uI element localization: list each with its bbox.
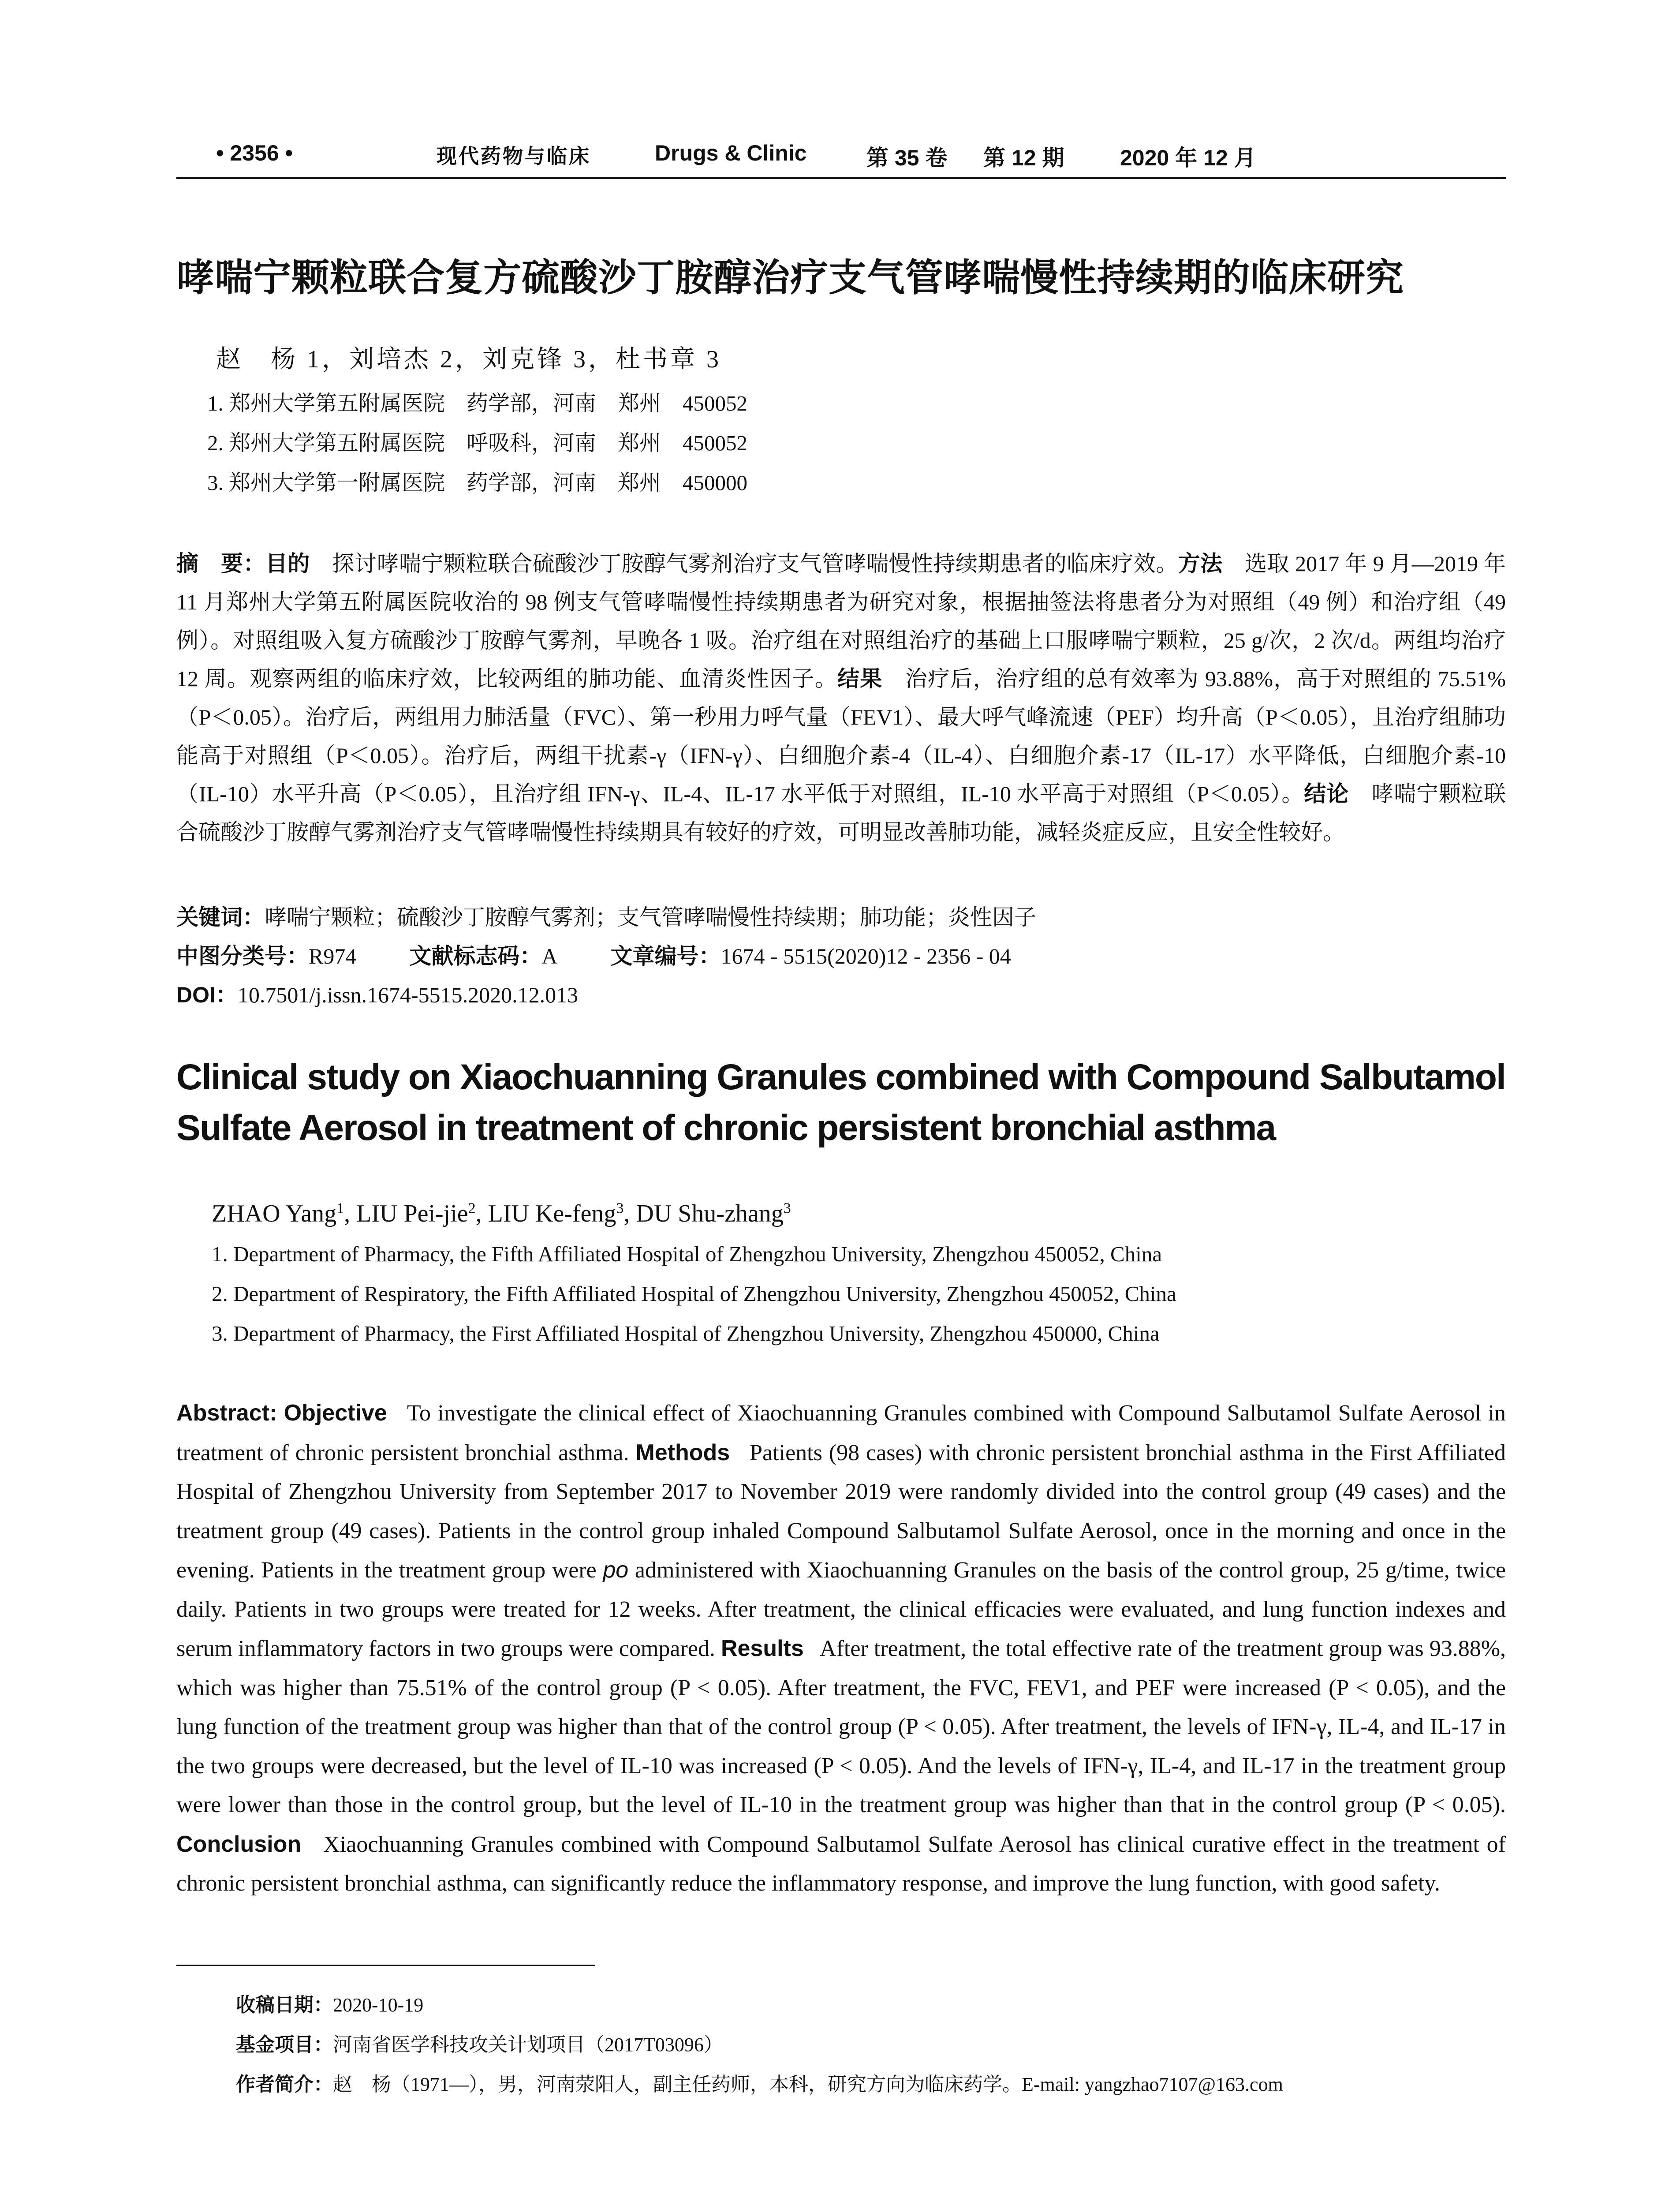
clc-value: R974	[309, 944, 357, 968]
volume: 第 35 卷	[866, 146, 948, 170]
methods-cn-label: 方法	[1178, 551, 1223, 576]
methods-en-label: Methods	[635, 1439, 730, 1465]
author-en-3: LIU Ke-feng	[488, 1200, 616, 1227]
methods-en-part-1: Patients (98 cases) with chronic persistent bronchial asthma in the First Affiliated Hospital of Zhengzhou University from September 2017 to November 2019 were randomly divided into the control group (49 cases) and the treatment group (49 cases). Patients in the control group inhaled Compound Salbutamol Sulfate Aerosol, once in the morning and once in the evening. Patients in the treatment group were	[176, 1440, 1506, 1583]
conclusion-cn: 哮喘宁颗粒联合硫酸沙丁胺醇气雾剂治疗支气管哮喘慢性持续期具有较好的疗效，可明显改善肺功能，减轻炎症反应，且安全性较好。	[176, 781, 1506, 845]
journal-name-en: Drugs & Clinic	[655, 141, 807, 165]
results-cn: 治疗后，治疗组的总有效率为 93.88%，高于对照组的 75.51%（P＜0.05）。治疗后，两组用力肺活量（FVC）、第一秒用力呼气量（FEV1）、最大呼气峰流速（PEF）均升高（P＜0.05），且治疗组肺功能高于对照组（P＜0.05）。治疗后，两组干扰素-γ（IFN-γ）、白细胞介素-4（IL-4）、白细胞介素-17（IL-17）水平降低，白细胞介素-10（IL-10）水平升高（P＜0.05），且治疗组 IFN-γ、IL-4、IL-17 水平低于对照组，IL-10 水平高于对照组（P＜0.05）。	[176, 666, 1506, 806]
results-cn-label: 结果	[837, 666, 883, 691]
author-en-2: LIU Pei-jie	[356, 1200, 468, 1227]
methods-en-po: po	[603, 1557, 629, 1583]
affiliation-en-3: 3. Department of Pharmacy, the First Affiliated Hospital of Zhengzhou University, Zhengzhou 450000, China	[212, 1321, 1160, 1345]
authors-en: ZHAO Yang$^1$, LIU Pei-jie$^2$, LIU Ke-feng$^3$, DU Shu-zhang$^3$	[212, 1200, 791, 1227]
header-rule	[176, 177, 1506, 179]
abstract-cn	[176, 545, 1506, 852]
footnote-received	[236, 1989, 423, 2017]
objective-cn: 探讨哮喘宁颗粒联合硫酸沙丁胺醇气雾剂治疗支气管哮喘慢性持续期患者的临床疗效。	[332, 551, 1178, 576]
author-bio-text: 赵 杨（1971—），男，河南荥阳人，副主任药师，本科，研究方向为临床药学。E-mail: yangzhao7107@163.com	[333, 2074, 1283, 2095]
footnote-funding	[236, 2029, 723, 2057]
affiliation-en-1: 1. Department of Pharmacy, the Fifth Affiliated Hospital of Zhengzhou University, Zhengzhou 450052, China	[212, 1242, 1162, 1266]
conclusion-en: Xiaochuanning Granules combined with Compound Salbutamol Sulfate Aerosol has clinical curative effect in the treatment of chronic persistent bronchial asthma, can significantly reduce the inflammatory response, and improve the lung function, with good safety.	[176, 1831, 1506, 1896]
conclusion-en-label: Conclusion	[176, 1831, 302, 1857]
affiliation-cn-1: 1. 郑州大学第五附属医院 药学部，河南 郑州 450052	[207, 391, 748, 415]
doi-label: DOI：	[176, 983, 238, 1007]
footnote-author-bio	[236, 2068, 1283, 2097]
methods-en-part-2: administered with Xiaochuanning Granules on the basis of the control group, 25 g/time, twice daily. Patients in two groups were treated for 12 weeks. After treatment, the clinical efficacies were evaluated, and lung function indexes and serum inflammatory factors in two groups were compared.	[176, 1558, 1506, 1661]
affiliation-en-2: 2. Department of Respiratory, the Fifth Affiliated Hospital of Zhengzhou University, Zhengzhou 450052, China	[212, 1282, 1176, 1306]
title-cn: 哮喘宁颗粒联合复方硫酸沙丁胺醇治疗支气管哮喘慢性持续期的临床研究	[176, 257, 1404, 299]
received-label: 收稿日期：	[236, 1994, 333, 2016]
objective-cn-label: 目的	[265, 551, 310, 576]
issue-date: 2020 年 12 月	[1120, 146, 1256, 170]
issue: 第 12 期	[983, 146, 1064, 170]
authors-cn: 赵 杨 1，刘培杰 2，刘克锋 3，杜书章 3	[216, 346, 721, 373]
results-en-label: Results	[721, 1636, 804, 1661]
author-en-4: DU Shu-zhang	[636, 1200, 784, 1227]
footnote-rule	[176, 1965, 595, 1966]
abstract-cn-label: 摘 要：	[176, 551, 265, 576]
page-number: • 2356 •	[216, 141, 293, 165]
affiliation-cn-2: 2. 郑州大学第五附属医院 呼吸科，河南 郑州 450052	[207, 431, 748, 455]
methods-cn: 选取 2017 年 9 月—2019 年 11 月郑州大学第五附属医院收治的 98 例支气管哮喘慢性持续期患者为研究对象，根据抽签法将患者分为对照组（49 例）和治疗组（49 例）。对照组吸入复方硫酸沙丁胺醇气雾剂，早晚各 1 吸。治疗组在对照组治疗的基础上口服哮喘宁颗粒，25 g/次，2 次/d。两组均治疗 12 周。观察两组的临床疗效，比较两组的肺功能、血清炎性因子。	[176, 551, 1506, 691]
funding-text: 河南省医学科技攻关计划项目（2017T03096）	[333, 2034, 723, 2056]
classification-line	[176, 938, 1011, 970]
abstract-en-label: Abstract:	[176, 1400, 277, 1426]
doc-code-value: A	[541, 944, 558, 968]
keywords-label: 关键词：	[176, 905, 265, 930]
objective-en-label: Objective	[284, 1400, 387, 1426]
keywords-cn	[176, 900, 1036, 931]
article-no-label: 文章编号：	[610, 944, 721, 968]
objective-en: To investigate the clinical effect of Xiaochuanning Granules combined with Compound Salbutamol Sulfate Aerosol in treatment of chronic persistent bronchial asthma.	[176, 1401, 1506, 1465]
affiliation-cn-3: 3. 郑州大学第一附属医院 药学部，河南 郑州 450000	[207, 471, 748, 495]
doi-value: 10.7501/j.issn.1674-5515.2020.12.013	[237, 983, 579, 1007]
article-no-value: 1674 - 5515(2020)12 - 2356 - 04	[721, 944, 1011, 968]
title-en: Clinical study on Xiaochuanning Granules combined with Compound Salbutamol Sulfate Aerosol in treatment of chronic persistent bronchial asthma	[176, 1057, 1505, 1148]
abstract-en	[176, 1394, 1506, 1903]
doi-line	[176, 977, 578, 1009]
doc-code-label: 文献标志码：	[409, 944, 542, 968]
clc-label: 中图分类号：	[176, 944, 309, 968]
results-en: After treatment, the total effective rate of the treatment group was 93.88%, which was higher than 75.51% of the control group (P < 0.05). After treatment, the FVC, FEV1, and PEF were increased (P < 0.05), and the lung function of the treatment group was higher than that of the control group (P < 0.05). After treatment, the levels of IFN-γ, IL-4, and IL-17 in the two groups were decreased, but the level of IL-10 was increased (P < 0.05). And the levels of IFN-γ, IL-4, and IL-17 in the treatment group were lower than those in the control group, but the level of IL-10 in the treatment group was higher than that in the control group (P < 0.05).	[176, 1636, 1506, 1817]
keywords-text: 哮喘宁颗粒；硫酸沙丁胺醇气雾剂；支气管哮喘慢性持续期；肺功能；炎性因子	[265, 905, 1036, 930]
author-bio-label: 作者简介：	[236, 2074, 333, 2095]
funding-label: 基金项目：	[236, 2034, 333, 2056]
running-header	[176, 140, 1506, 180]
received-date: 2020-10-19	[333, 1994, 424, 2016]
author-en-1: ZHAO Yang	[212, 1200, 337, 1227]
conclusion-cn-label: 结论	[1304, 781, 1349, 806]
journal-name-cn: 现代药物与临床	[437, 145, 591, 168]
